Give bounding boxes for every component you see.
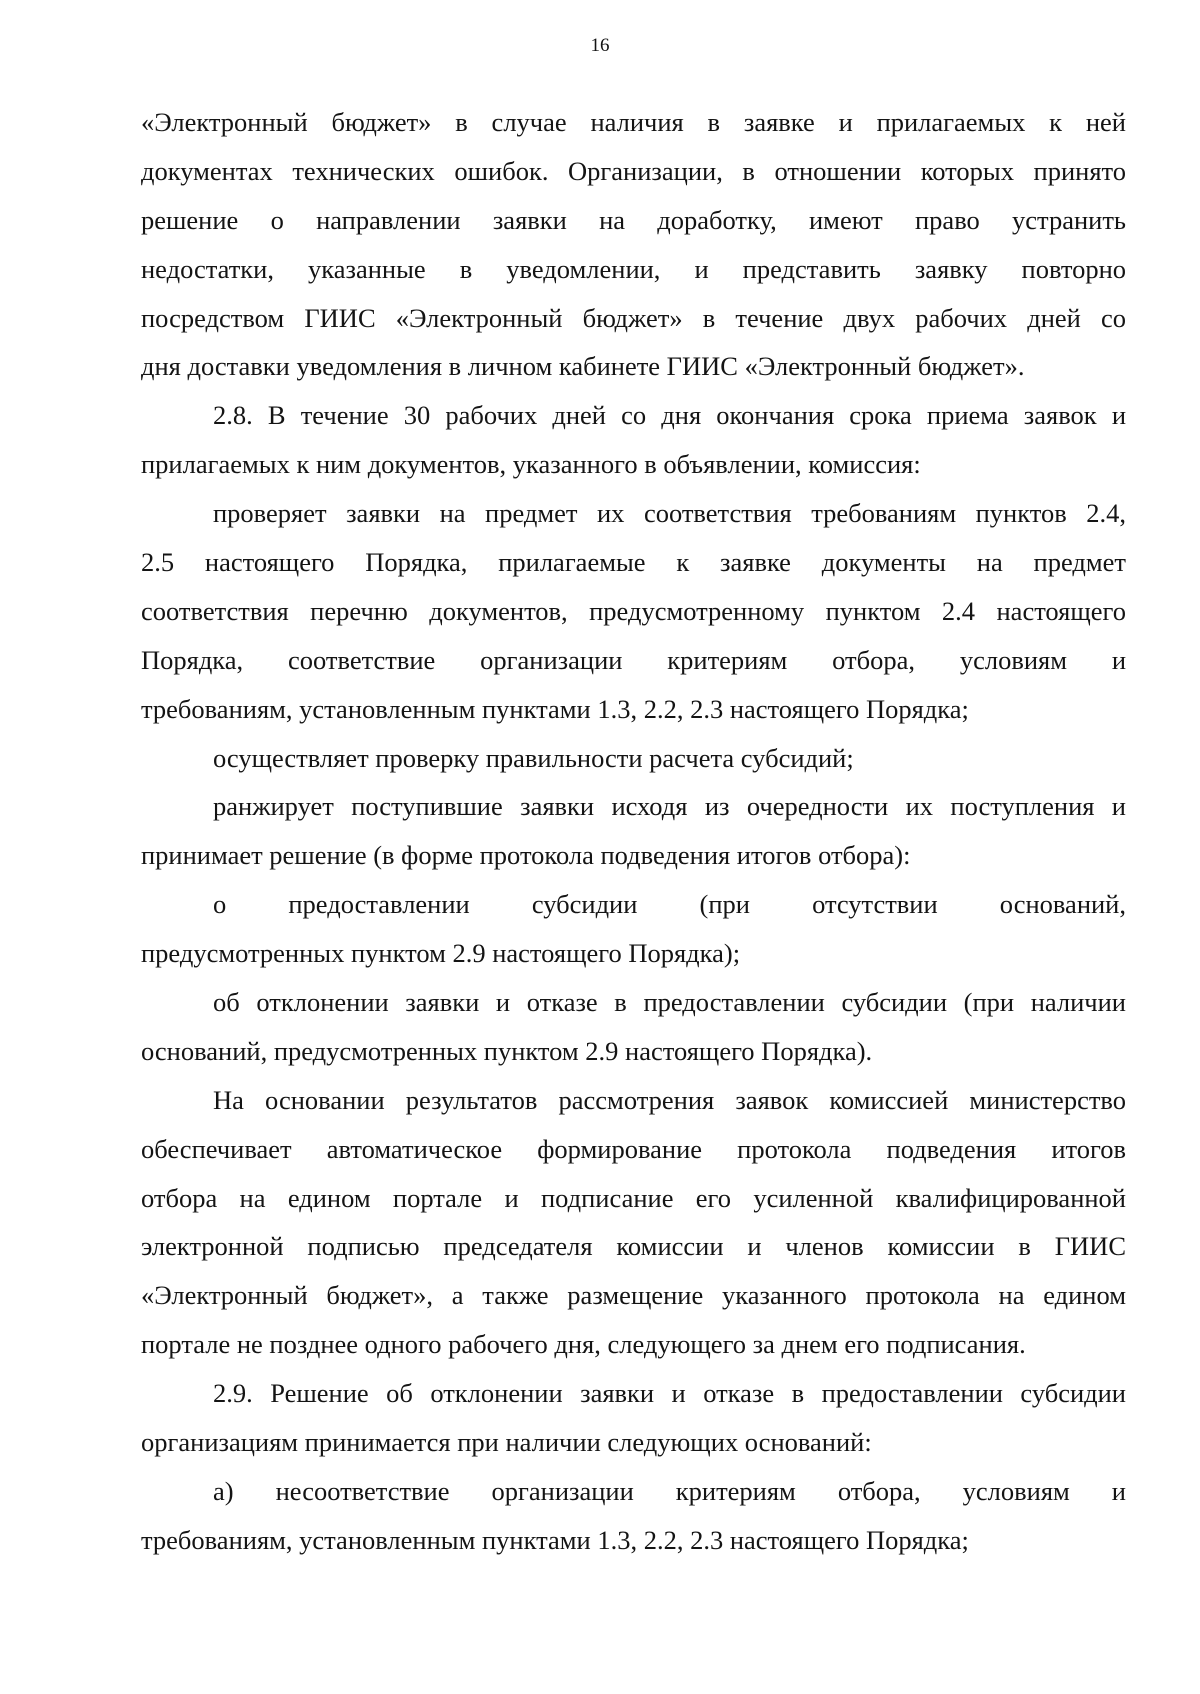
- text-line: обеспечивает автоматическое формирование протокола подведения итогов: [141, 1133, 1126, 1164]
- text-line: предусмотренных пунктом 2.9 настоящего Порядка);: [141, 938, 741, 969]
- page-number: 16: [590, 35, 610, 56]
- text-line: На основании результатов рассмотрения заявок комиссией министерство: [213, 1084, 1126, 1115]
- text-line: о предоставлении субсидии (при отсутствии оснований,: [213, 889, 1126, 920]
- text-line: дня доставки уведомления в личном кабинете ГИИС «Электронный бюджет».: [141, 351, 1025, 382]
- text-line: решение о направлении заявки на доработку, имеют право устранить: [141, 204, 1126, 235]
- text-line: 2.9. Решение об отклонении заявки и отказе в предоставлении субсидии: [213, 1378, 1126, 1409]
- text-line: посредством ГИИС «Электронный бюджет» в течение двух рабочих дней со: [141, 302, 1126, 333]
- text-line: недостатки, указанные в уведомлении, и представить заявку повторно: [141, 253, 1126, 284]
- text-line: оснований, предусмотренных пунктом 2.9 настоящего Порядка).: [141, 1035, 873, 1066]
- text-line: об отклонении заявки и отказе в предоставлении субсидии (при наличии: [213, 987, 1126, 1018]
- text-line: «Электронный бюджет» в случае наличия в заявке и прилагаемых к ней: [141, 107, 1126, 137]
- text-line: «Электронный бюджет», а также размещение указанного протокола на едином: [141, 1280, 1126, 1311]
- text-line: портале не позднее одного рабочего дня, следующего за днем его подписания.: [141, 1329, 1026, 1360]
- text-line: электронной подписью председателя комиссии и членов комиссии в ГИИС: [141, 1231, 1126, 1262]
- text-line: проверяет заявки на предмет их соответствия требованиям пунктов 2.4,: [213, 498, 1126, 529]
- text-line: 2.8. В течение 30 рабочих дней со дня окончания срока приема заявок и: [213, 400, 1126, 431]
- text-line: Порядка, соответствие организации критериям отбора, условиям и: [141, 644, 1126, 675]
- text-line: осуществляет проверку правильности расчета субсидий;: [213, 742, 854, 773]
- text-line: а) несоответствие организации критериям отбора, условиям и: [213, 1475, 1126, 1506]
- text-line: принимает решение (в форме протокола подведения итогов отбора):: [141, 840, 911, 871]
- text-line: требованиям, установленным пунктами 1.3, 2.2, 2.3 настоящего Порядка;: [141, 1524, 969, 1555]
- text-line: 2.5 настоящего Порядка, прилагаемые к заявке документы на предмет: [141, 547, 1126, 578]
- text-line: документах технических ошибок. Организации, в отношении которых принято: [141, 155, 1126, 186]
- text-line: прилагаемых к ним документов, указанного в объявлении, комиссия:: [141, 449, 921, 480]
- text-line: отбора на едином портале и подписание его усиленной квалифицированной: [141, 1182, 1126, 1213]
- document-body: [141, 98, 1126, 1565]
- text-line: требованиям, установленным пунктами 1.3, 2.2, 2.3 настоящего Порядка;: [141, 693, 969, 724]
- text-line: соответствия перечню документов, предусмотренному пунктом 2.4 настоящего: [141, 595, 1126, 626]
- text-line: организациям принимается при наличии следующих оснований:: [141, 1427, 872, 1458]
- text-line: ранжирует поступившие заявки исходя из очередности их поступления и: [213, 791, 1126, 822]
